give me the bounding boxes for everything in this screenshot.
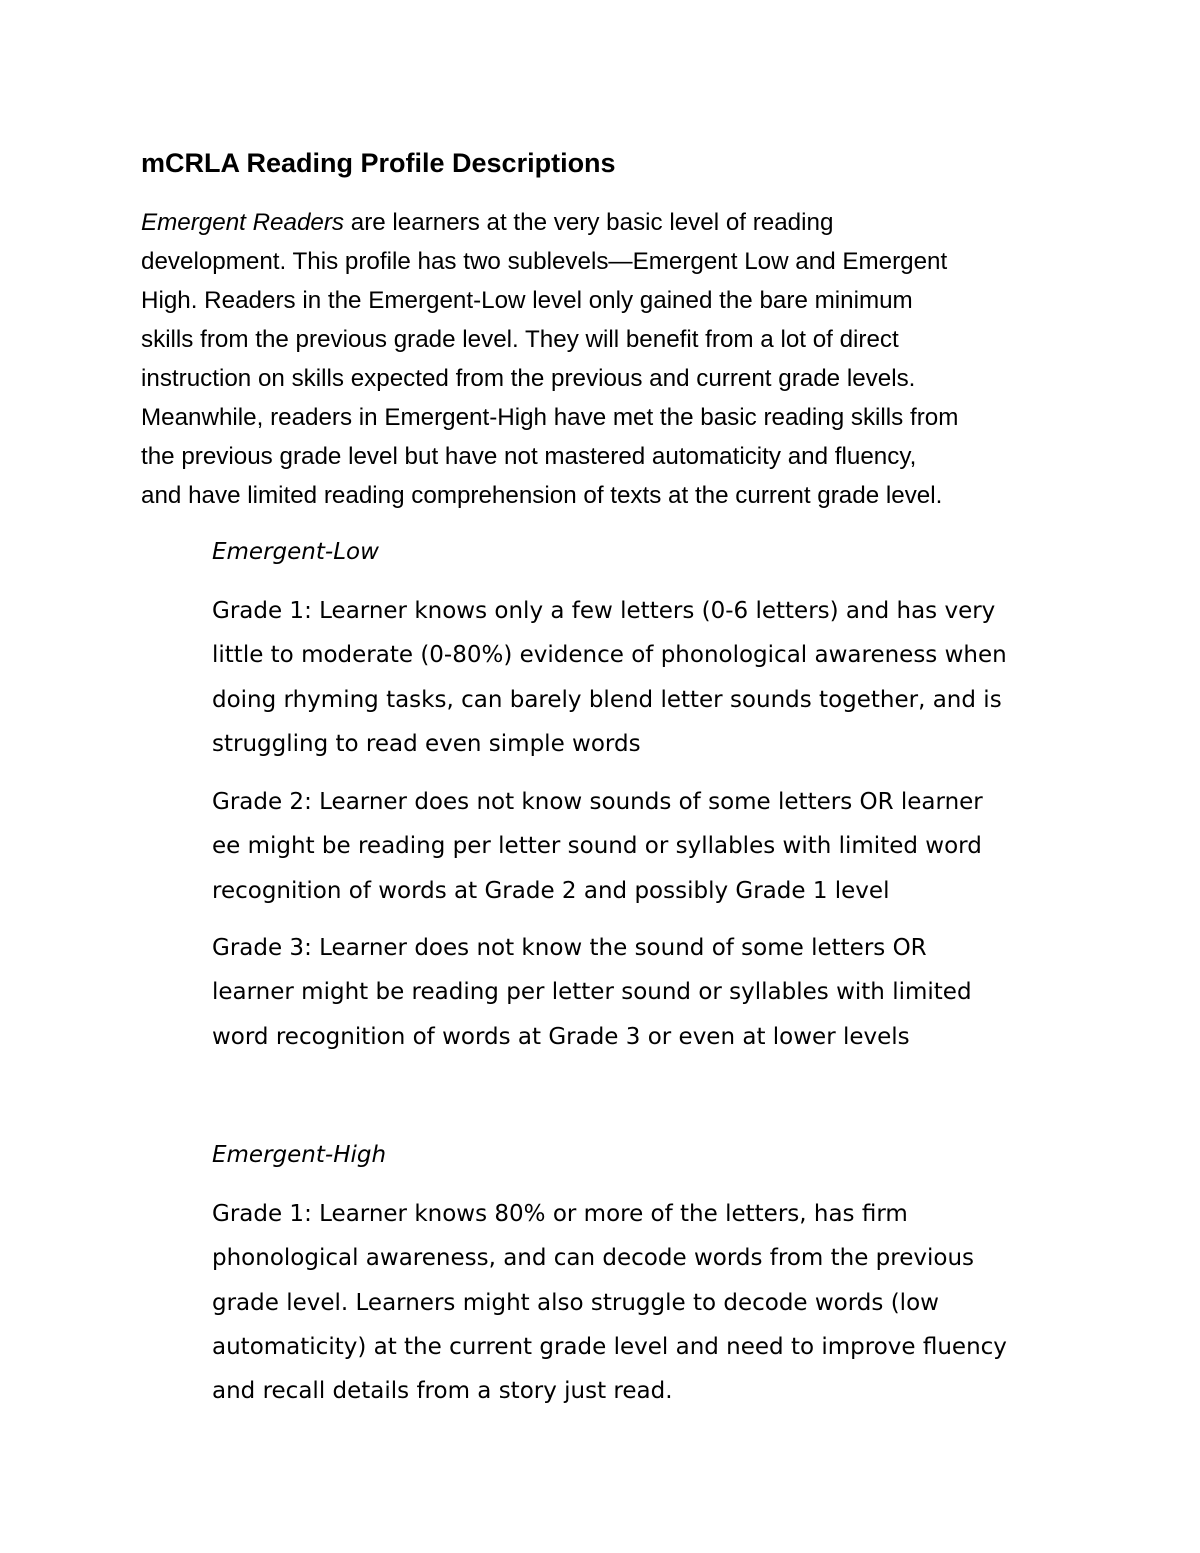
grade-line: learner might be reading per letter sound or syllables with limited [212,979,972,1006]
intro-line: instruction on skills expected from the previous and current grade levels. [141,365,916,392]
grade-line: ee might be reading per letter sound or syllables with limited word [212,833,982,860]
grade-line: phonological awareness, and can decode words from the previous [212,1245,974,1272]
grade-line: grade level. Learners might also struggle to decode words (low [212,1289,939,1316]
intro-line [141,203,1081,242]
intro-line: Meanwhile, readers in Emergent-High have met the basic reading skills from [141,404,959,431]
grade-line: Grade 3: Learner does not know the sound of some letters OR [212,935,927,961]
emergent-low-grade-1 [212,589,1112,766]
grade-line: Grade 1: Learner knows only a few letters (0-6 letters) and has very [212,598,996,624]
intro-line: and have limited reading comprehension of texts at the current grade level. [141,482,943,509]
grade-line: recognition of words at Grade 2 and possibly Grade 1 level [212,877,890,904]
intro-line: the previous grade level but have not mastered automaticity and fluency, [141,443,917,470]
intro-line-text: are learners at the very basic level of reading [344,209,834,236]
grade-line: little to moderate (0-80%) evidence of phonological awareness when [212,642,1007,669]
emergent-low-grade-2 [212,780,1112,913]
emergent-low-grade-3 [212,926,1112,1059]
emergent-high-grade-1 [212,1192,1112,1413]
emergent-low-heading: Emergent-Low [212,539,379,565]
intro-line: development. This profile has two sublevels—Emergent Low and Emergent [141,248,948,275]
emergent-high-heading: Emergent-High [212,1142,387,1168]
intro-term: Emergent Readers [141,209,345,236]
intro-line: High. Readers in the Emergent-Low level only gained the bare minimum [141,287,913,314]
intro-paragraph [141,203,1081,515]
grade-line: Grade 1: Learner knows 80% or more of the letters, has firm [212,1201,908,1227]
grade-line: automaticity) at the current grade level and need to improve fluency [212,1333,1007,1360]
intro-line: skills from the previous grade level. They will benefit from a lot of direct [141,326,899,353]
grade-line: Grade 2: Learner does not know sounds of some letters OR learner [212,789,983,815]
grade-line: struggling to read even simple words [212,730,641,757]
document-title: mCRLA Reading Profile Descriptions [141,148,616,178]
grade-line: and recall details from a story just read. [212,1378,673,1405]
grade-line: doing rhyming tasks, can barely blend letter sounds together, and is [212,686,1002,713]
grade-line: word recognition of words at Grade 3 or even at lower levels [212,1023,910,1050]
